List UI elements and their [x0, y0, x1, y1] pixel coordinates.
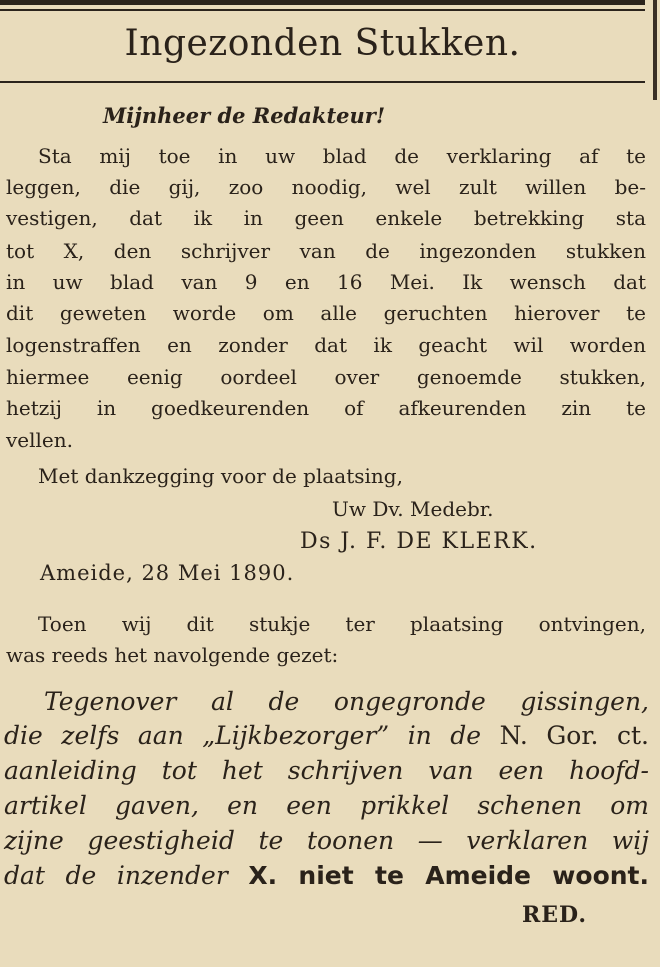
letter-line: logenstraffen en zonder dat ik geacht wil worden [6, 333, 646, 357]
top-rule [0, 0, 645, 5]
editorial-intro-line: was reeds het navolgende gezet: [6, 643, 339, 667]
editorial-line-text: die zelfs aan „Lijkbezorger” in de [4, 721, 482, 750]
letter-line: Sta mij toe in uw blad de verklaring af te [38, 144, 646, 168]
editorial-line [4, 859, 649, 893]
letter-line: in uw blad van 9 en 16 Mei. Ik wensch dat [6, 270, 646, 294]
editorial-line [4, 719, 649, 753]
section-heading: Ingezonden Stukken. [124, 23, 521, 64]
heading-rule [0, 81, 645, 83]
editorial-intro-line: Toen wij dit stukje ter plaatsing ontvingen, [38, 612, 646, 636]
closing-title: Uw Dv. Medebr. [332, 497, 494, 521]
letter-line: dit geweten worde om alle geruchten hierover te [6, 301, 646, 325]
top-rule-thin [0, 9, 645, 11]
editorial-line: artikel gaven, en een prikkel schenen om [4, 791, 649, 820]
editorial-signoff: RED. [522, 902, 588, 928]
editorial-line: Tegenover al de ongegronde gissingen, [44, 687, 649, 716]
editorial-line: zijne geestigheid te toonen — verklaren wij [4, 826, 649, 855]
newspaper-abbrev: N. Gor. ct. [499, 721, 649, 750]
letter-line: vestigen, dat ik in geen enkele betrekking sta [6, 206, 646, 230]
editorial-line: aanleiding tot het schrijven van een hoofd- [4, 756, 649, 785]
editorial-line-text: dat de inzender [4, 861, 228, 890]
salutation: Mijnheer de Redakteur! [103, 103, 386, 128]
signature: Ds J. F. DE KLERK. [300, 529, 538, 554]
column-divider [653, 0, 657, 100]
letter-line: tot X, den schrijver van de ingezonden stukken [6, 239, 646, 263]
letter-line: leggen, die gij, zoo noodig, wel zult willen be- [6, 175, 646, 199]
letter-line: hiermee eenig oordeel over genoemde stukken, [6, 365, 646, 389]
letter-line: vellen. [6, 428, 74, 452]
closing-line: Met dankzegging voor de plaatsing, [38, 464, 403, 488]
letter-line: hetzij in goedkeurenden of afkeurenden zin te [6, 396, 646, 420]
editorial-emphasis: X. niet te Ameide woont. [248, 861, 650, 890]
dateline: Ameide, 28 Mei 1890. [40, 561, 295, 585]
